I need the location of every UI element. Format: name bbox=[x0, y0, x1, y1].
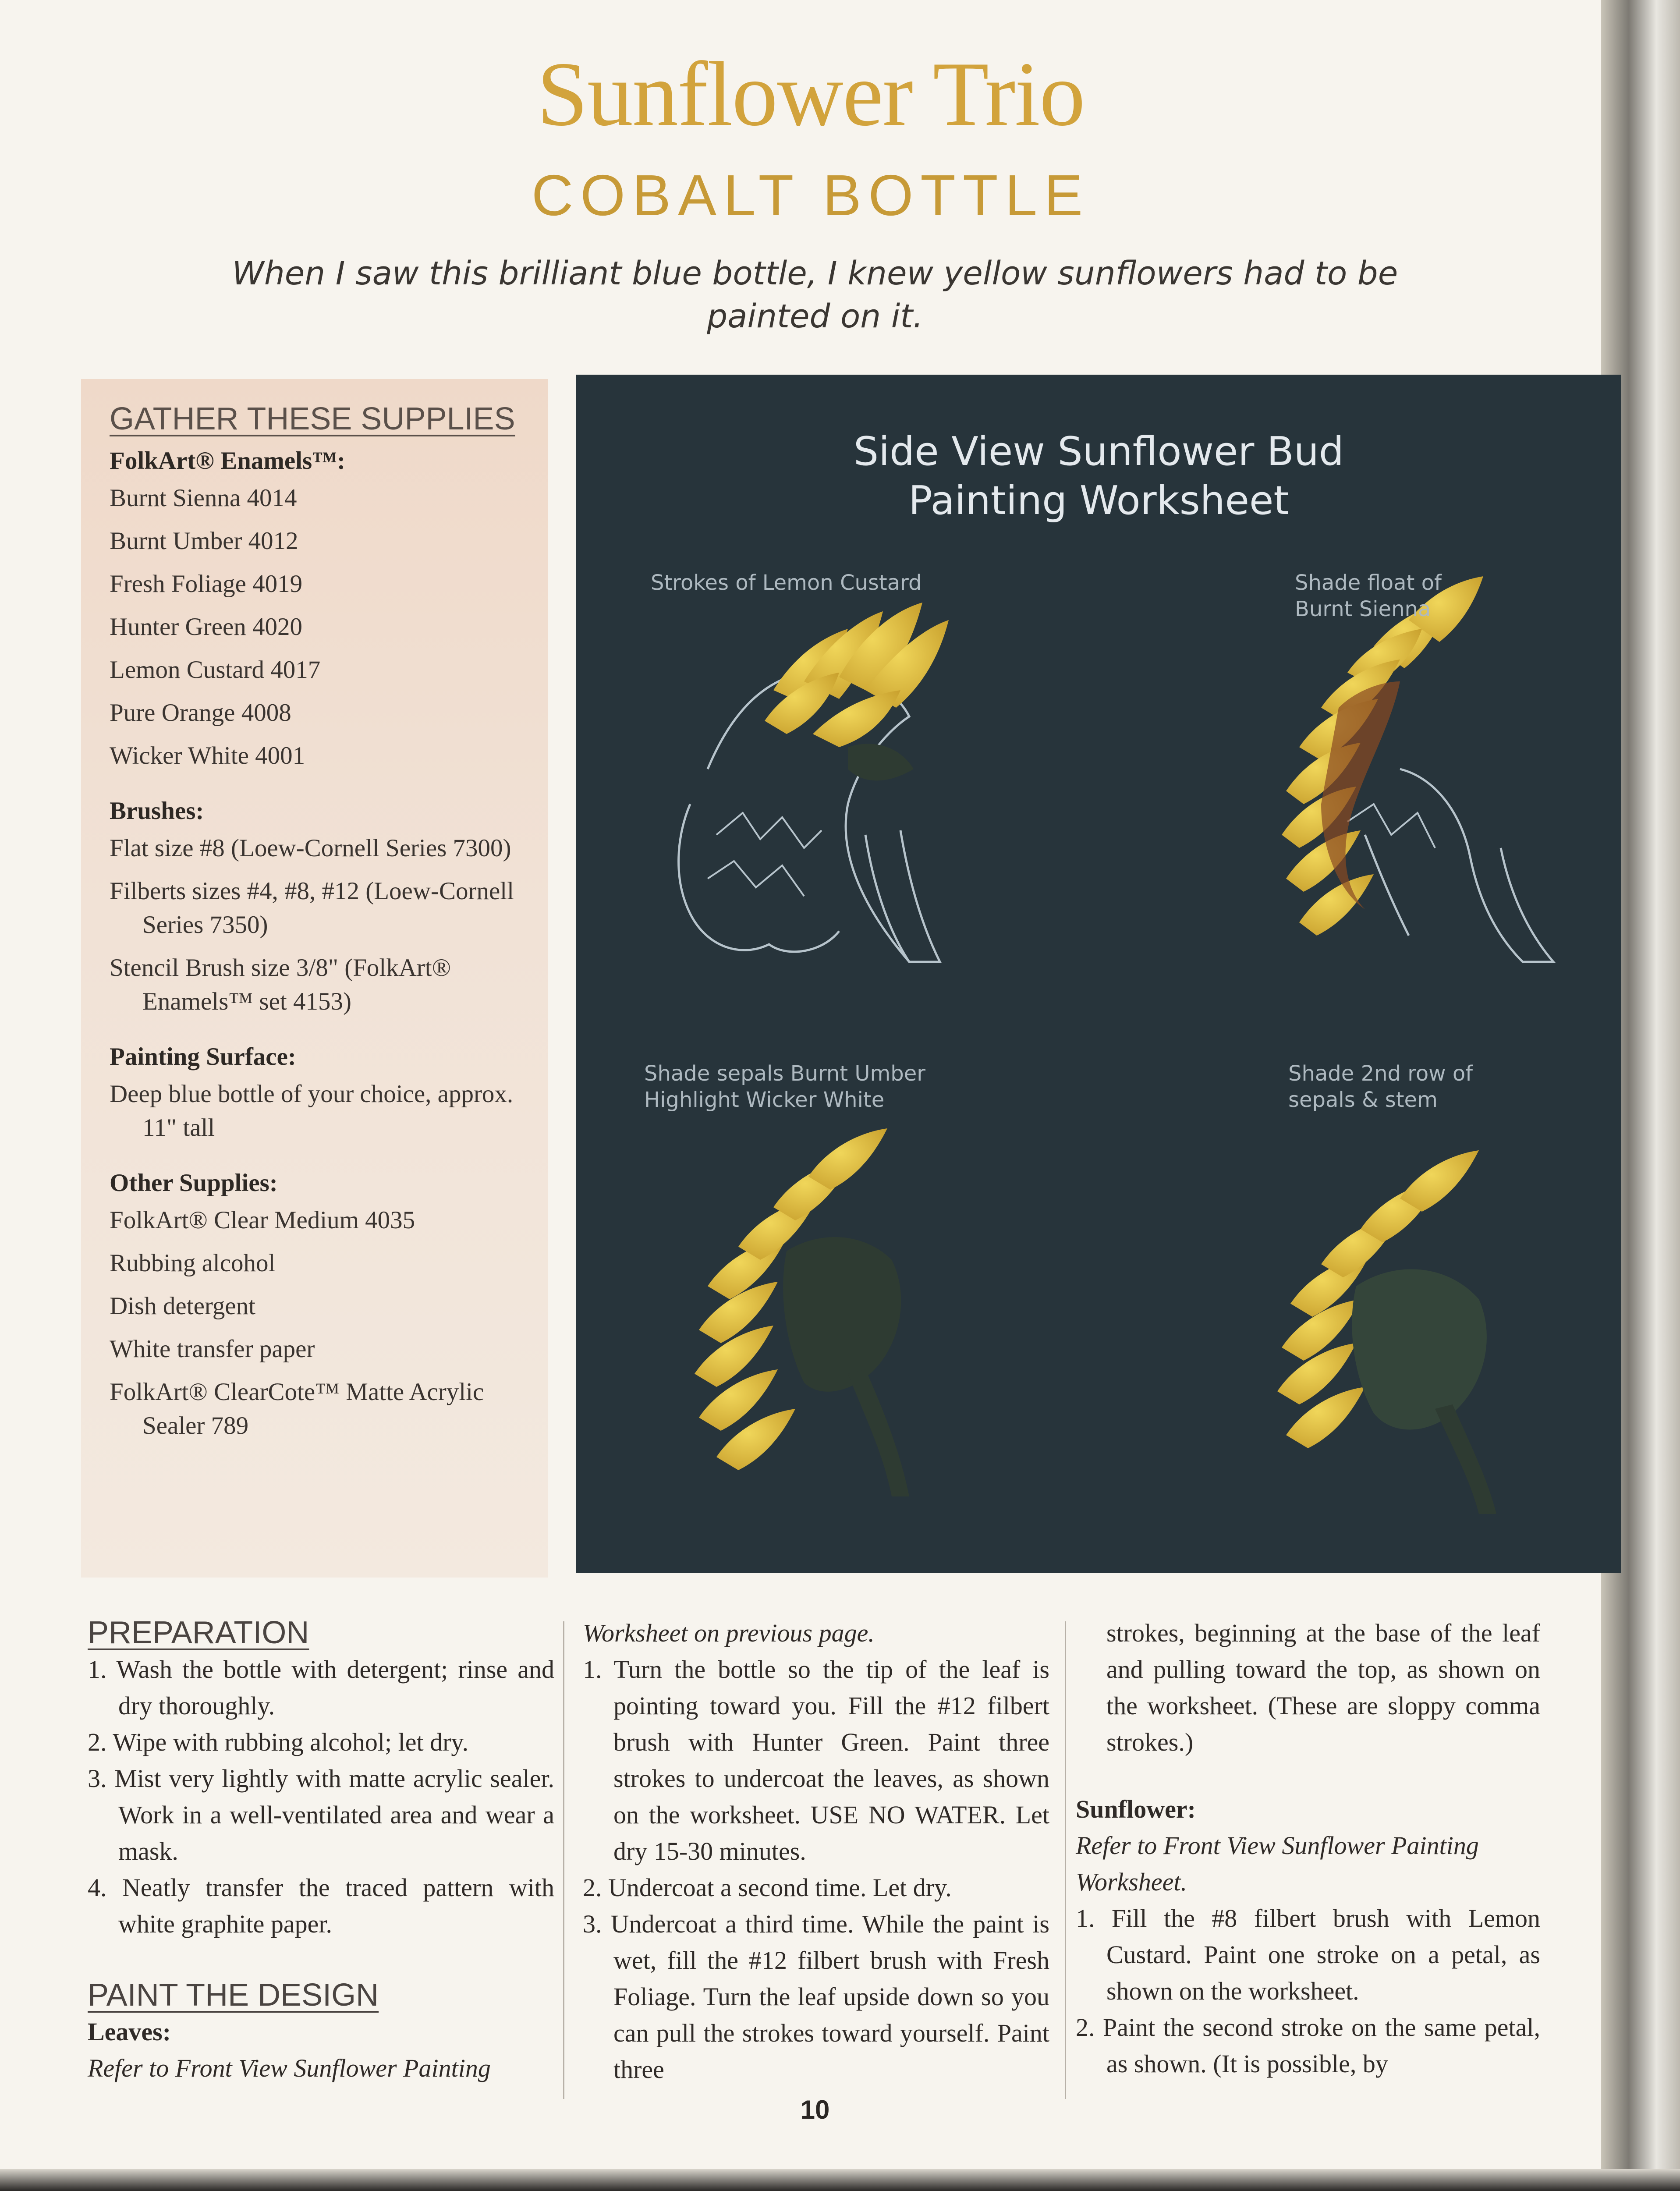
sunflower-bud-stage-3 bbox=[695, 1128, 909, 1496]
brushes-title: Brushes: bbox=[110, 797, 204, 825]
worksheet-title-line1: Side View Sunflower Bud bbox=[854, 429, 1344, 475]
worksheet-reference: Worksheet on previous page. bbox=[583, 1619, 875, 1647]
leaves-step: 1. Turn the bottle so the tip of the leaf is pointing toward you. Fill the #12 filbert brush with Hunter Green. Paint three strokes to undercoat the leaves, as shown on the worksheet. USE NO WATER. Let dry 15-30 minutes. bbox=[583, 1655, 1049, 1865]
leaves-title: Leaves: bbox=[88, 2017, 171, 2046]
sunflower-step: 2. Paint the second stroke on the same petal, as shown. (It is possible, by bbox=[1076, 2013, 1540, 2078]
prep-step: 4. Neatly transfer the traced pattern with white graphite paper. bbox=[88, 1873, 554, 1938]
supply-item: Fresh Foliage 4019 bbox=[110, 570, 303, 598]
page-bottom-edge bbox=[0, 2169, 1680, 2191]
supply-item: Rubbing alcohol bbox=[110, 1249, 276, 1277]
supply-item: Flat size #8 (Loew-Cornell Series 7300) bbox=[110, 834, 511, 862]
page-title: Sunflower Trio bbox=[537, 43, 1085, 145]
page-subtitle: COBALT BOTTLE bbox=[531, 163, 1090, 227]
supply-item: FolkArt® Clear Medium 4035 bbox=[110, 1206, 415, 1234]
other-group bbox=[110, 1169, 521, 1443]
label-line: Highlight Wicker White bbox=[644, 1088, 885, 1112]
enamels-group bbox=[110, 447, 521, 773]
supply-item: Filberts sizes #4, #8, #12 (Loew-Cornell Series 7350) bbox=[110, 877, 514, 939]
prep-step: 3. Mist very lightly with matte acrylic sealer. Work in a well-ventilated area and wear a mask. bbox=[88, 1764, 554, 1865]
surface-group bbox=[110, 1042, 521, 1145]
supply-item: Burnt Umber 4012 bbox=[110, 527, 298, 555]
worksheet-title-line2: Painting Worksheet bbox=[908, 478, 1289, 524]
prep-step: 1. Wash the bottle with detergent; rinse and dry thoroughly. bbox=[88, 1655, 554, 1720]
supply-item: Wicker White 4001 bbox=[110, 742, 305, 769]
label-lemon-custard: Strokes of Lemon Custard bbox=[651, 571, 922, 595]
column-divider bbox=[563, 1621, 564, 2099]
worksheet-image bbox=[576, 375, 1621, 1573]
intro-text: When I saw this brilliant blue bottle, I knew yellow sunflowers had to be painted on it. bbox=[232, 255, 1398, 335]
sunflower-title: Sunflower: bbox=[1076, 1795, 1196, 1823]
supply-item: White transfer paper bbox=[110, 1335, 315, 1363]
supply-item: Dish detergent bbox=[110, 1292, 255, 1320]
label-second-row bbox=[1288, 1060, 1473, 1113]
supply-item: Deep blue bottle of your choice, approx. 11" tall bbox=[110, 1080, 514, 1142]
label-shade-sepals bbox=[644, 1060, 925, 1113]
sunflower-step: 1. Fill the #8 filbert brush with Lemon Custard. Paint one stroke on a petal, as shown on the worksheet. bbox=[1076, 1904, 1540, 2005]
worksheet-title bbox=[576, 427, 1621, 525]
column-1 bbox=[88, 1615, 554, 2086]
sunflower-bud-stage-1 bbox=[679, 603, 949, 962]
supply-item: Pure Orange 4008 bbox=[110, 699, 291, 727]
column-divider bbox=[1065, 1621, 1066, 2099]
supply-item: Hunter Green 4020 bbox=[110, 613, 303, 641]
label-line: Burnt Sienna bbox=[1295, 597, 1431, 621]
supply-item: Lemon Custard 4017 bbox=[110, 656, 321, 684]
worksheet-illustration bbox=[576, 375, 1621, 1573]
supplies-box bbox=[81, 379, 548, 1578]
column-3 bbox=[1076, 1615, 1540, 2082]
page-number: 10 bbox=[800, 2095, 830, 2124]
supply-item: Burnt Sienna 4014 bbox=[110, 484, 297, 512]
sunflower-bud-stage-2 bbox=[1282, 576, 1553, 962]
leaves-step: 2. Undercoat a second time. Let dry. bbox=[583, 1873, 952, 1902]
surface-title: Painting Surface: bbox=[110, 1043, 296, 1071]
label-line: Shade float of bbox=[1295, 571, 1442, 595]
leaves-step: 3. Undercoat a third time. While the paint is wet, fill the #12 filbert brush with Fresh Foliage. Turn the leaf upside down so you can pull the strokes toward yourself. Paint three bbox=[583, 1910, 1049, 2084]
leaves-reference: Refer to Front View Sunflower Painting bbox=[88, 2054, 491, 2082]
label-line: Shade sepals Burnt Umber bbox=[644, 1061, 925, 1086]
label-line: Shade 2nd row of bbox=[1288, 1061, 1473, 1086]
supply-item: Stencil Brush size 3/8" (FolkArt® Enamels™ set 4153) bbox=[110, 954, 451, 1015]
paint-heading: PAINT THE DESIGN bbox=[88, 1978, 379, 2013]
enamels-title: FolkArt® Enamels™: bbox=[110, 447, 346, 475]
label-shade-float bbox=[1295, 570, 1442, 622]
label-line: sepals & stem bbox=[1288, 1088, 1438, 1112]
prep-step: 2. Wipe with rubbing alcohol; let dry. bbox=[88, 1728, 469, 1756]
sunflower-reference: Refer to Front View Sunflower Painting Worksheet. bbox=[1076, 1831, 1479, 1896]
sunflower-bud-stage-4 bbox=[1277, 1150, 1496, 1514]
brushes-group bbox=[110, 797, 521, 1018]
preparation-heading: PREPARATION bbox=[88, 1615, 309, 1650]
other-title: Other Supplies: bbox=[110, 1169, 278, 1197]
leaves-step-continued: strokes, beginning at the base of the leaf and pulling toward the top, as shown on the worksheet. (These are sloppy comma strokes.) bbox=[1106, 1619, 1540, 1756]
supply-item: FolkArt® ClearCote™ Matte Acrylic Sealer 789 bbox=[110, 1378, 484, 1439]
column-2 bbox=[583, 1615, 1049, 2088]
supplies-heading: GATHER THESE SUPPLIES bbox=[110, 401, 515, 436]
